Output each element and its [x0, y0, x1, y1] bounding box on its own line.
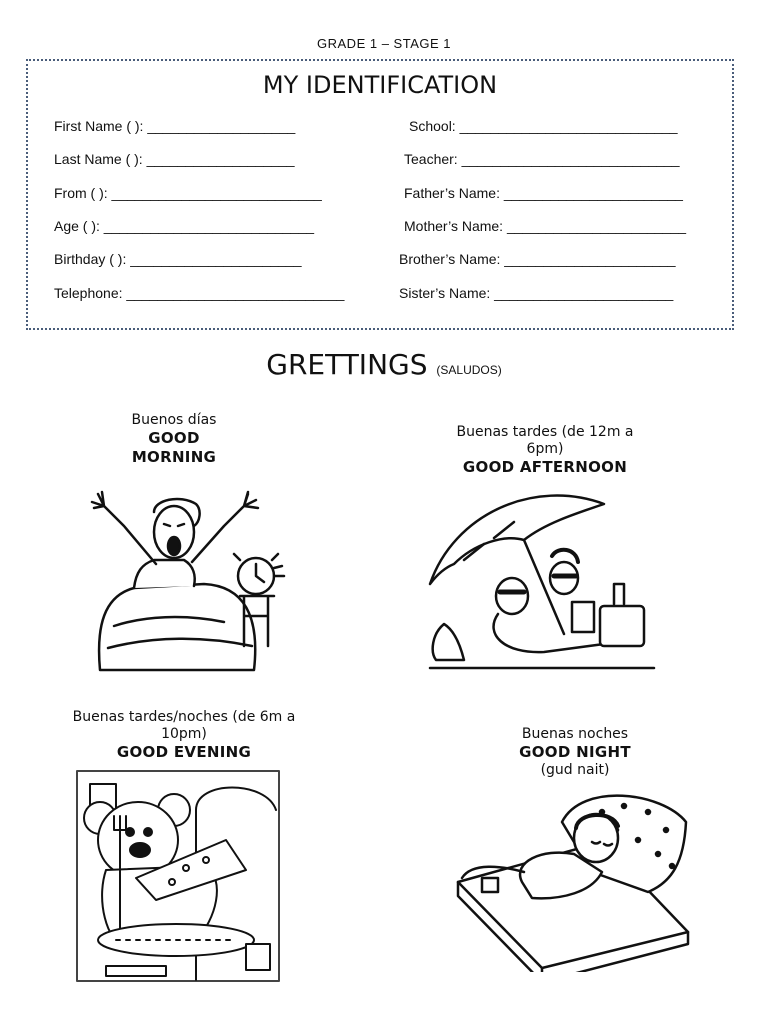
good-evening-caption: [56, 709, 312, 762]
good-afternoon-caption: [430, 424, 660, 477]
greetings-heading: GRETTINGS: [266, 348, 428, 381]
grade-stage-header: GRADE 1 – STAGE 1: [317, 36, 451, 51]
identification-title: MY IDENTIFICATION: [262, 71, 498, 99]
birthday-field: Birthday ( ): ______________________: [54, 251, 302, 267]
english-text: GOOD NIGHT: [519, 743, 631, 761]
spanish-text-line2: 6pm): [526, 441, 564, 457]
teacher-field: Teacher: ____________________________: [404, 151, 680, 167]
english-text: GOOD: [148, 429, 200, 447]
pronunciation-text: (gud nait): [540, 762, 610, 778]
english-text: GOOD EVENING: [116, 743, 252, 761]
last-name-field: Last Name ( ): ___________________: [54, 151, 295, 167]
bear-eating-pizza-illustration: [76, 770, 280, 982]
good-morning-caption: [94, 412, 254, 467]
telephone-field: Telephone: ____________________________: [54, 285, 345, 301]
age-field: Age ( ): ___________________________: [54, 218, 315, 234]
spanish-text: Buenos días: [131, 412, 217, 428]
english-text-line2: MORNING: [131, 448, 217, 466]
school-field: School: ____________________________: [409, 118, 678, 134]
mothers-name-field: Mother’s Name: _______________________: [404, 218, 687, 234]
spanish-text: Buenas tardes (de 12m a: [456, 424, 634, 440]
first-name-field: First Name ( ): ___________________: [54, 118, 296, 134]
good-night-caption: [480, 726, 670, 779]
from-field: From ( ): ___________________________: [54, 185, 322, 201]
greetings-subtitle: (SALUDOS): [436, 363, 502, 377]
sisters-name-field: Sister’s Name: _______________________: [399, 285, 674, 301]
fathers-name-field: Father’s Name: _______________________: [404, 185, 683, 201]
identification-box: [26, 59, 734, 330]
english-text: GOOD AFTERNOON: [462, 458, 628, 476]
brothers-name-field: Brother’s Name: ______________________: [399, 251, 676, 267]
spanish-text-line2: 10pm): [161, 726, 207, 742]
spanish-text: Buenas tardes/noches (de 6m a: [72, 709, 296, 725]
waking-up-illustration: [84, 476, 290, 674]
beach-umbrella-illustration: [424, 484, 660, 674]
spanish-text: Buenas noches: [521, 726, 629, 742]
greetings-title: [0, 348, 768, 381]
sleeping-child-illustration: [452, 782, 692, 972]
